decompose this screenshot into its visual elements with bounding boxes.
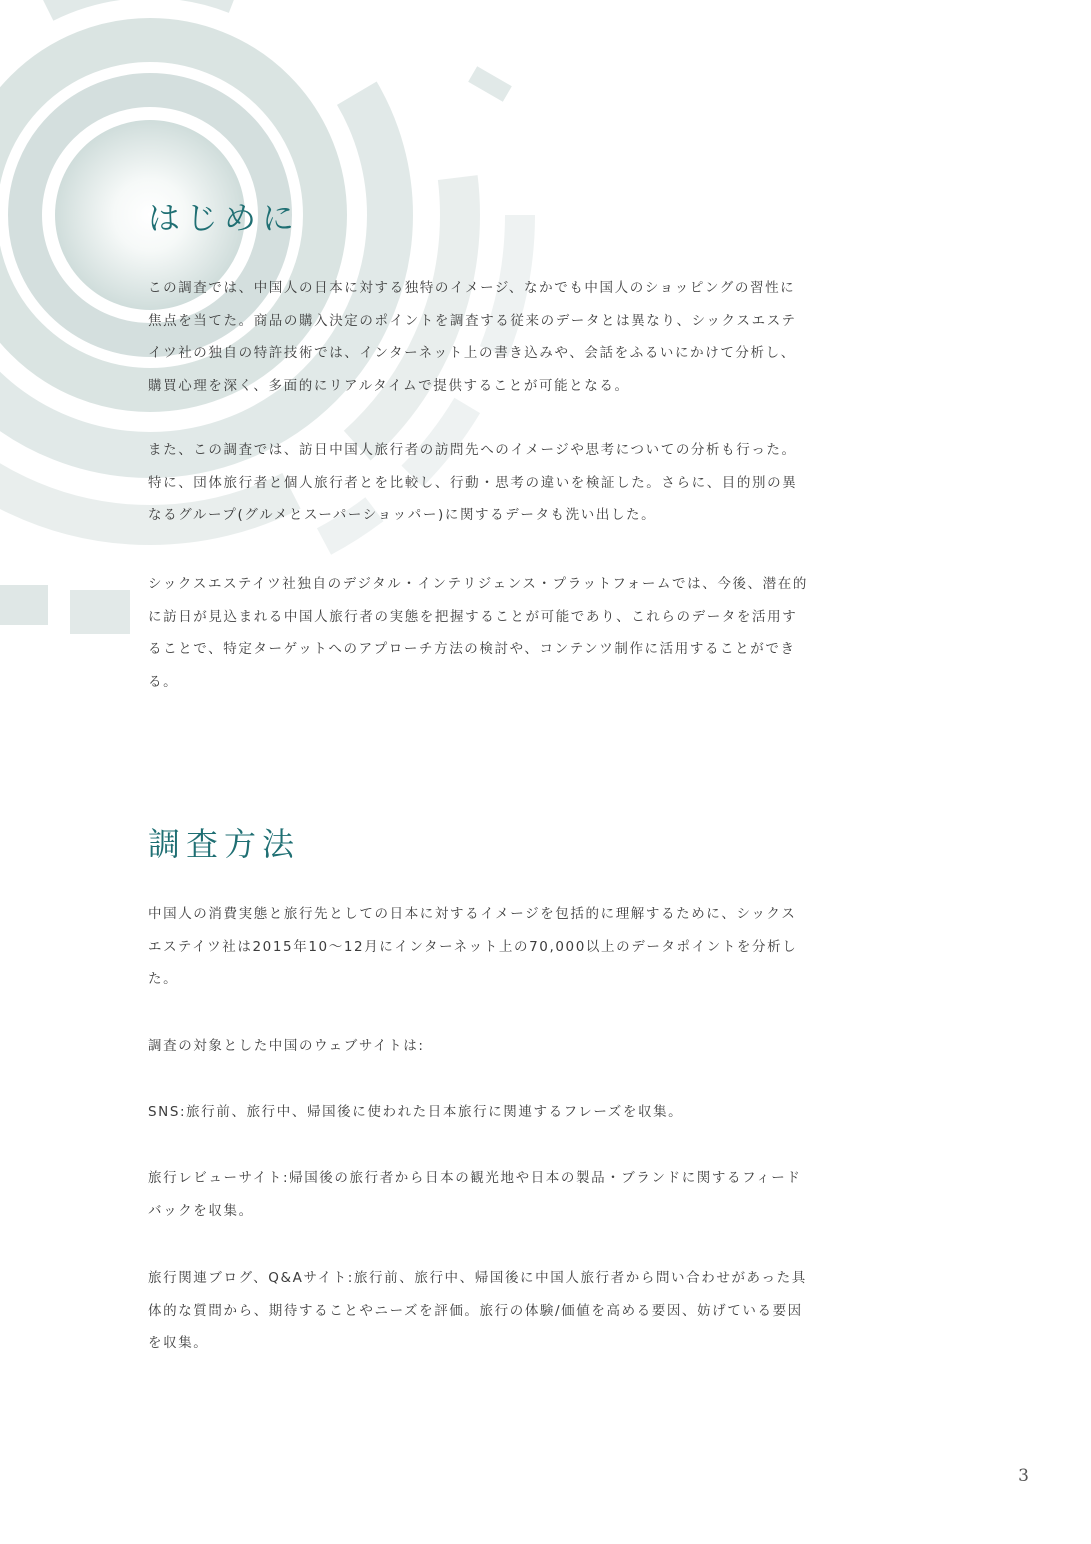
intro-paragraph-2: また、この調査では、訪日中国人旅行者の訪問先へのイメージや思考についての分析も行った。特に、団体旅行者と個人旅行者とを比較し、行動・思考の違いを検証した。さらに、目的別の異なるグループ(グルメとスーパーショッパー)に関するデータも洗い出した。 bbox=[148, 442, 798, 523]
method-paragraph-2: 調査の対象とした中国のウェブサイトは: bbox=[148, 1038, 425, 1054]
intro-paragraph-3: シックスエステイツ社独自のデジタル・インテリジェンス・プラットフォームでは、今後、潜在的に訪日が見込まれる中国人旅行者の実態を把握することが可能であり、これらのデータを活用することで、特定ターゲットへのアプローチ方法の検討や、コンテンツ制作に活用することができる。 bbox=[148, 576, 808, 690]
method-paragraph-4: 旅行レビューサイト:帰国後の旅行者から日本の観光地や日本の製品・ブランドに関するフィードバックを収集。 bbox=[148, 1170, 802, 1219]
method-paragraph-5: 旅行関連ブログ、Q&Aサイト:旅行前、旅行中、帰国後に中国人旅行者から問い合わせがあった具体的な質問から、期待することやニーズを評価。旅行の体験/価値を高める要因、妨げている要因を収集。 bbox=[148, 1270, 807, 1351]
intro-heading: はじめに bbox=[148, 199, 301, 237]
page-number: 3 bbox=[1018, 1466, 1029, 1486]
intro-paragraph-1: この調査では、中国人の日本に対する独特のイメージ、なかでも中国人のショッピングの習性に焦点を当てた。商品の購入決定のポイントを調査する従来のデータとは異なり、シックスエステイツ社の独自の特許技術では、インターネット上の書き込みや、会話をふるいにかけて分析し、購買心理を深く、多面的にリアルタイムで提供することが可能となる。 bbox=[148, 280, 797, 394]
method-paragraph-1: 中国人の消費実態と旅行先としての日本に対するイメージを包括的に理解するために、シックスエステイツ社は2015年10〜12月にインターネット上の70,000以上のデータポイントを分析した。 bbox=[148, 906, 798, 987]
method-paragraph-3: SNS:旅行前、旅行中、帰国後に使われた日本旅行に関連するフレーズを収集。 bbox=[148, 1104, 684, 1120]
method-heading: 調査方法 bbox=[148, 825, 301, 863]
